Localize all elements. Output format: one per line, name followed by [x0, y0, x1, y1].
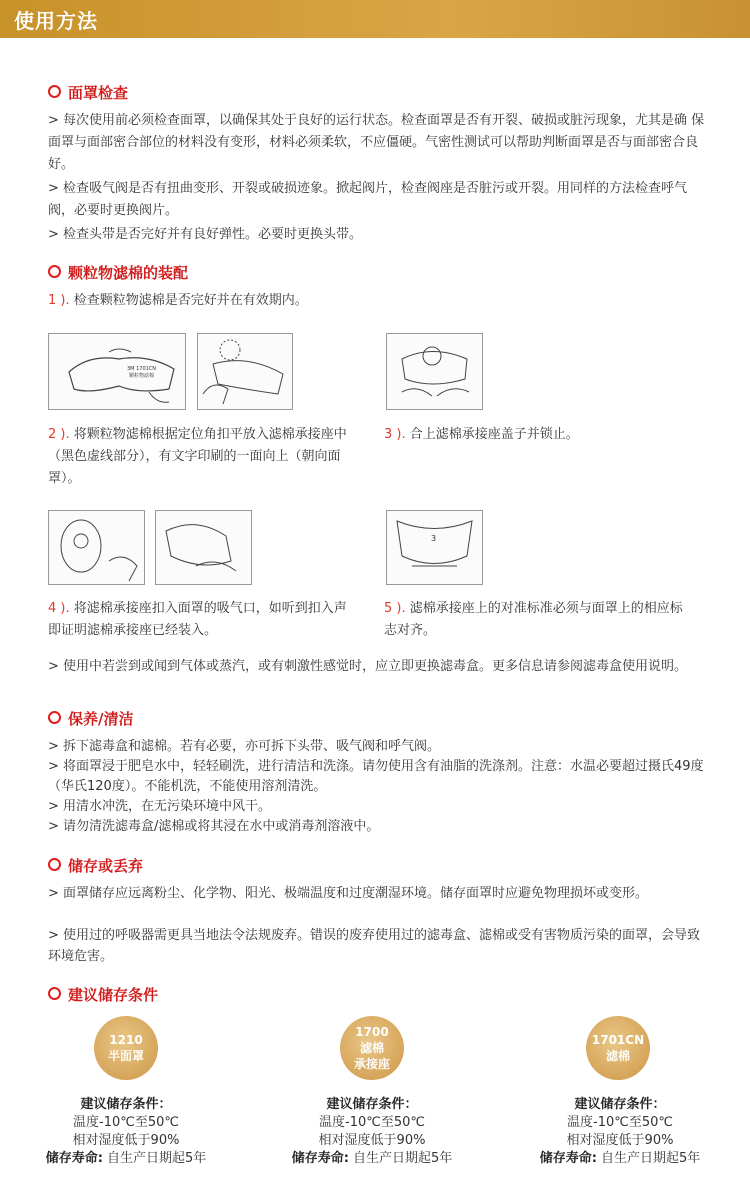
section-title: 颗粒物滤棉的装配 [68, 264, 189, 282]
page-title: 使用方法 [14, 9, 98, 33]
product-name: 半面罩 [107, 1049, 144, 1063]
step-text: 将颗粒物滤棉根据定位角扣平放入滤棉承接座中（黑色虚线部分），有文字印刷的一面向上（朝向面罩）。 [48, 427, 347, 486]
shelf-life: 自生产日期起5年 [353, 1151, 453, 1166]
usage-note: > 使用中若尝到或闻到气体或蒸汽，或有刺激性感觉时，应立即更换滤毒盒。更多信息请参阅滤毒盒使用说明。 [48, 659, 688, 674]
storage-temperature: 温度-10℃至50℃ [73, 1115, 179, 1130]
step-number: 4 ). [48, 601, 70, 616]
shelf-life: 自生产日期起5年 [601, 1151, 701, 1166]
product-badge-1701cn [586, 1016, 650, 1080]
mask-check-line-2: > 检查吸气阀是否有扭曲变形、开裂或破损迹象。掀起阀片，检查阀座是否脏污或开裂。用同样的方法检查呼气阀，必要时更换阀片。 [48, 181, 688, 218]
section-title: 保养/清洁 [68, 710, 134, 728]
illustration-close-cover [386, 333, 483, 410]
product-code: 1701CN [591, 1033, 645, 1047]
step-text: 合上滤棉承接座盖子并锁止。 [409, 427, 579, 442]
mask-check-line-3: > 检查头带是否完好并有良好弹性。必要时更换头带。 [48, 227, 363, 242]
product-code: 1210 [109, 1033, 143, 1047]
storage-info-1701cn [520, 1096, 720, 1168]
circle-bullet-icon [48, 265, 61, 278]
shelf-life-label: 储存寿命: [45, 1151, 103, 1166]
illustration-filter-placement-b [197, 333, 293, 410]
illustration-insert-holder-a [48, 510, 145, 585]
step-number: 3 ). [384, 427, 406, 442]
storage-humidity: 相对湿度低于90% [318, 1133, 426, 1148]
label-3m: 3M 1701CN [127, 366, 157, 372]
maintenance-line-2: > 将面罩浸于肥皂水中，轻轻刷洗，进行清洁和洗涤。请勿使用含有油脂的洗涤剂。注意：水温必要超过摄氏49度（华氏120度）。不能机洗，不能使用溶剂清洗。 [48, 759, 704, 794]
step-text: 检查颗粒物滤棉是否完好并在有效期内。 [73, 293, 308, 308]
section-title: 储存或丢弃 [68, 857, 144, 875]
product-code: 1700 [355, 1025, 389, 1039]
storage-info-1210 [26, 1096, 226, 1168]
maintenance-line-1: > 拆下滤毒盒和滤棉。若有必要，亦可拆下头带、吸气阀和呼气阀。 [48, 739, 441, 754]
mask-check-line-1: > 每次使用前必须检查面罩，以确保其处于良好的运行状态。检查面罩是否有开裂、破损或脏污现象，尤其是确 保面罩与面部密合部位的材料没有变形，材料必须柔软，不应僵硬。气密性测试可以帮助判断面罩是否与面部密合良好。 [48, 113, 705, 172]
step-text: 滤棉承接座上的对准标准必须与面罩上的相应标志对齐。 [384, 601, 683, 638]
step-text: 将滤棉承接座扣入面罩的吸气口，如听到扣入声即证明滤棉承接座已经装入。 [48, 601, 347, 638]
product-name: 滤棉 [359, 1041, 384, 1055]
shelf-life-label: 储存寿命: [291, 1151, 349, 1166]
storage-line-2: > 使用过的呼吸器需更具当地法令法规废弃。错误的废弃使用过的滤毒盒、滤棉或受有害物质污染的面罩，会导致环境危害。 [48, 928, 701, 964]
product-name: 滤棉 [605, 1049, 630, 1063]
page-header [0, 0, 750, 38]
storage-info-1700 [272, 1096, 472, 1168]
storage-temperature: 温度-10℃至50℃ [319, 1115, 425, 1130]
product-badge-1700 [340, 1016, 404, 1080]
product-badge-1210 [94, 1016, 158, 1080]
step-number: 1 ). [48, 293, 70, 308]
section-title: 建议储存条件 [68, 986, 159, 1004]
step-number: 5 ). [384, 601, 406, 616]
product-name: 承接座 [353, 1057, 390, 1071]
circle-bullet-icon [48, 85, 61, 98]
step-4 [48, 598, 353, 642]
step-5 [384, 598, 694, 642]
storage-line-1: > 面罩储存应远离粉尘、化学物、阳光、极端温度和过度潮湿环境。储存面罩时应避免物理损坏或变形。 [48, 886, 649, 901]
storage-humidity: 相对湿度低于90% [72, 1133, 180, 1148]
label-filter: 颗粒物滤棉 [129, 373, 155, 379]
illustration-alignment [386, 510, 483, 585]
storage-condition-label: 建议储存条件： [574, 1097, 666, 1112]
step-3 [384, 424, 704, 446]
circle-bullet-icon [48, 858, 61, 871]
maintenance-line-3: > 用清水冲洗，在无污染环境中风干。 [48, 799, 272, 814]
storage-condition-label: 建议储存条件： [80, 1097, 172, 1112]
shelf-life: 自生产日期起5年 [107, 1151, 207, 1166]
step-1 [48, 290, 708, 312]
illustration-insert-holder-b [155, 510, 252, 585]
storage-humidity: 相对湿度低于90% [566, 1133, 674, 1148]
circle-bullet-icon [48, 711, 61, 724]
illustration-filter-placement-a [48, 333, 186, 410]
circle-bullet-icon [48, 987, 61, 1000]
section-title: 面罩检查 [68, 84, 129, 102]
storage-temperature: 温度-10℃至50℃ [567, 1115, 673, 1130]
shelf-life-label: 储存寿命: [539, 1151, 597, 1166]
maintenance-line-4: > 请勿清洗滤毒盒/滤棉或将其浸在水中或消毒剂溶液中。 [48, 819, 380, 834]
step-number: 2 ). [48, 427, 70, 442]
step-2 [48, 424, 348, 490]
storage-condition-label: 建议储存条件： [326, 1097, 418, 1112]
alignment-mark: 3 [431, 534, 437, 543]
